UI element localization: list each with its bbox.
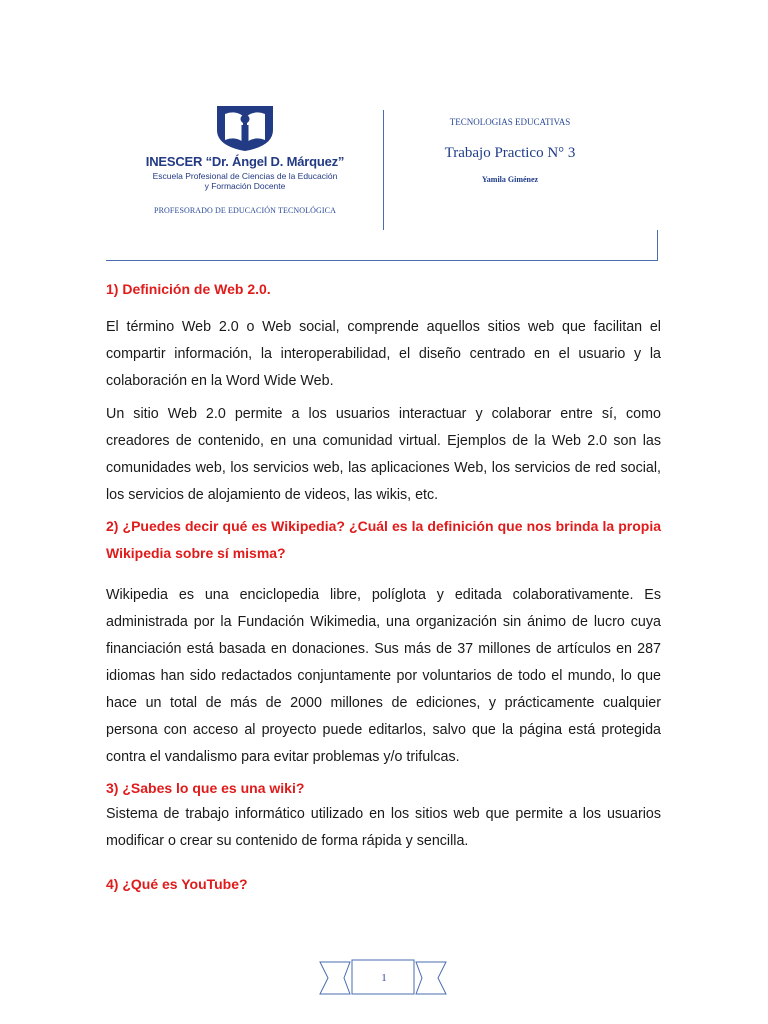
answer-paragraph: El término Web 2.0 o Web social, comprende aquellos sitios web que facilitan el compartir información, la interoperabilidad, el diseño centrado en el usuario y la colaboración en la Word Wide Web. [106,319,661,389]
header-vertical-divider [383,110,384,230]
institution-name: INESCER “Dr. Ángel D. Márquez” [145,154,345,169]
header-horizontal-rule [106,260,658,261]
question-heading: 2) ¿Puedes decir qué es Wikipedia? ¿Cuál es la definición que nos brinda la propia Wikipedia sobre sí misma? [106,518,661,561]
header-rule-tick [657,230,658,261]
question-heading: 3) ¿Sabes lo que es una wiki? [106,780,305,796]
answer-paragraph: Un sitio Web 2.0 permite a los usuarios interactuar y colaborar entre sí, como creadores de contenido, en una comunidad virtual. Ejemplos de la Web 2.0 son las comunidades web, los servicios web, las aplicaciones Web, los servicios de red social, los servicios de alojamiento de videos, las wikis, etc. [106,406,661,503]
answer-paragraph: Wikipedia es una enciclopedia libre, políglota y editada colaborativamente. Es administrada por la Fundación Wikimedia, una organización sin ánimo de lucro cuya financiación está basada en donaciones. Sus más de 37 millones de artículos en 287 idiomas han sido redactados conjuntamente por voluntarios de todo el mundo, lo que hace un total de más de 2000 millones de ediciones, y prácticamente cualquier persona con acceso al proyecto puede editarlos, salvo que la página está protegida contra el vandalismo para evitar problemas y/o trifulcas. [106,587,661,765]
institution-subtitle: Escuela Profesional de Ciencias de la Educación [152,171,338,181]
department-name: PROFESORADO DE EDUCACIÓN TECNOLÓGICA [154,206,336,215]
author-name: Yamila Giménez [481,175,539,184]
page-number: 1 [381,972,387,984]
answer-paragraph: Sistema de trabajo informático utilizado en los sitios web que permite a los usuarios modificar o crear su contenido de forma rápida y sencilla. [106,806,661,849]
school-shield-logo-icon [211,104,279,152]
institution-subtitle-2: y Formación Docente [204,181,286,191]
course-name: TECNOLOGIAS EDUCATIVAS [449,117,571,127]
question-heading: 4) ¿Qué es YouTube? [106,876,248,892]
assignment-title: Trabajo Practico N° 3 [444,145,576,161]
institution-logo [140,104,350,191]
question-heading: 1) Definición de Web 2.0. [106,281,271,297]
document-body [106,276,661,898]
